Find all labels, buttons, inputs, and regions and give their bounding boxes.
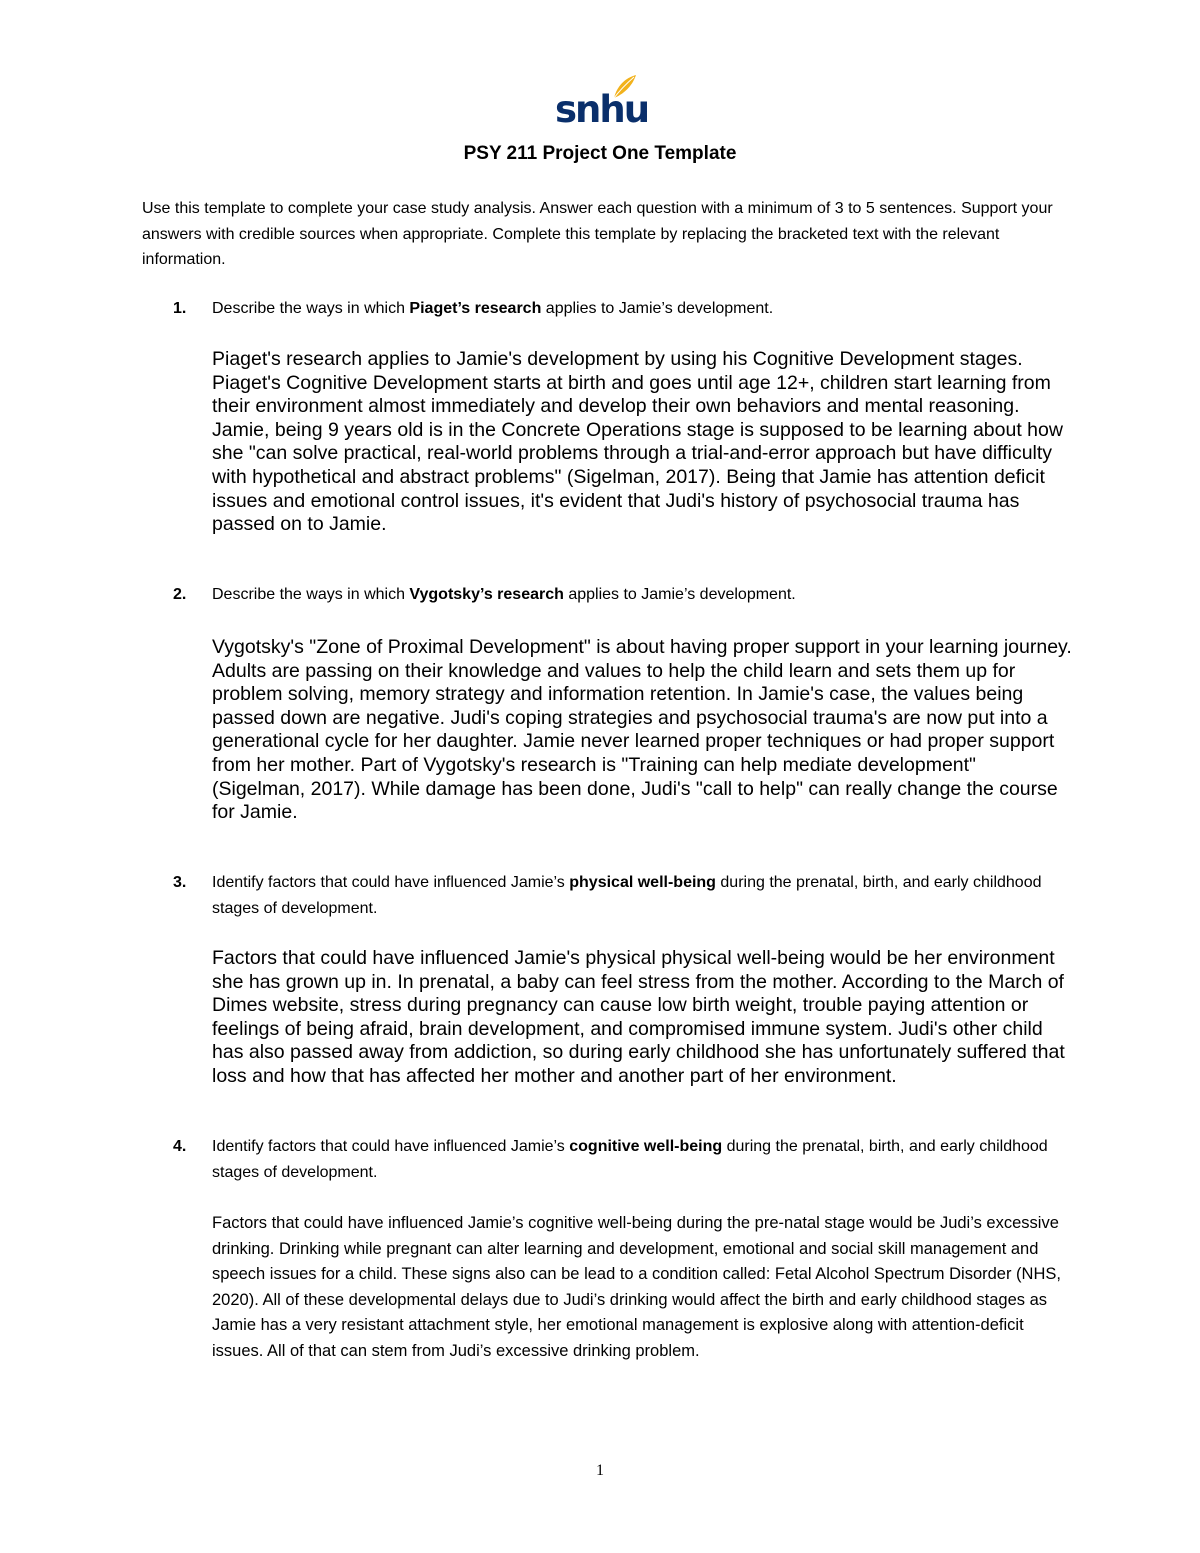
question-number: 1. [173,300,187,317]
intro-paragraph: Use this template to complete your case study analysis. Answer each question with a minimum of 3 to 5 sentences. Support your answers with credible sources when appropriate. Complete this template by replacing the bracketed text with the relevant information. [142,200,1053,268]
question-text: Identify factors that could have influenced Jamie’s physical well-being during the prenatal, birth, and early childhood stages of development. [212,874,1042,917]
answer-paragraph: Vygotsky's "Zone of Proximal Development" is about having proper support in your learning journey. Adults are passing on their knowledge and values to help the child learn and sets them up for problem solving, memory strategy and information retention. In Jamie's case, the values being passed down are negative. Judi's coping strategies and psychosocial trauma's are now put into a generational cycle for her daughter. Jamie never learned proper techniques or had proper support from her mother. Part of Vygotsky's research is "Training can help mediate development" (Sigelman, 2017). While damage has been done, Judi's "call to help" can really change the course for Jamie. [212,636,1072,824]
answer-paragraph: Piaget's research applies to Jamie's development by using his Cognitive Development stages. Piaget's Cognitive Development starts at birth and goes until age 12+, children start learning from their environment almost immediately and develop their own behaviors and mental reasoning. Jamie, being 9 years old is in the Concrete Operations stage is supposed to be learning about how she "can solve practical, real-world problems through a trial-and-error approach but have difficulty with hypothetical and abstract problems" (Sigelman, 2017). Being that Jamie has attention deficit issues and emotional control issues, it's evident that Judi's history of psychosocial trauma has passed on to Jamie. [212,348,1063,536]
document-title: PSY 211 Project One Template [463,143,737,164]
logo-text: snhu [555,88,649,131]
question-number: 2. [173,586,187,603]
leaf-icon [611,74,637,100]
snhu-logo [555,74,649,132]
answer-paragraph: Factors that could have influenced Jamie’s cognitive well-being during the pre-natal stage would be Judi’s excessive drinking. Drinking while pregnant can alter learning and development, emotional and social skill management and speech issues for a child. These signs also can be lead to a condition called: Fetal Alcohol Spectrum Disorder (NHS, 2020). All of these developmental delays due to Judi’s drinking would affect the birth and early childhood stages as Jamie has a very resistant attachment style, her emotional management is explosive along with attention-deficit issues. All of that can stem from Judi’s excessive drinking problem. [212,1214,1061,1360]
answer-paragraph: Factors that could have influenced Jamie's physical physical well-being would be her environment she has grown up in. In prenatal, a baby can feel stress from the mother. According to the March of Dimes website, stress during pregnancy can cause low birth weight, trouble paying attention or feelings of being afraid, brain development, and compromised immune system. Judi's other child has also passed away from addiction, so during early childhood she has unfortunately suffered that loss and how that has affected her mother and another part of her environment. [212,947,1065,1087]
question-text: Describe the ways in which Piaget’s research applies to Jamie’s development. [212,300,774,317]
question-number: 4. [173,1138,187,1155]
question-number: 3. [173,874,187,891]
page-number: 1 [596,1462,604,1479]
question-text: Identify factors that could have influenced Jamie’s cognitive well-being during the prenatal, birth, and early childhood stages of development. [212,1138,1048,1181]
question-text: Describe the ways in which Vygotsky’s research applies to Jamie’s development. [212,586,796,603]
